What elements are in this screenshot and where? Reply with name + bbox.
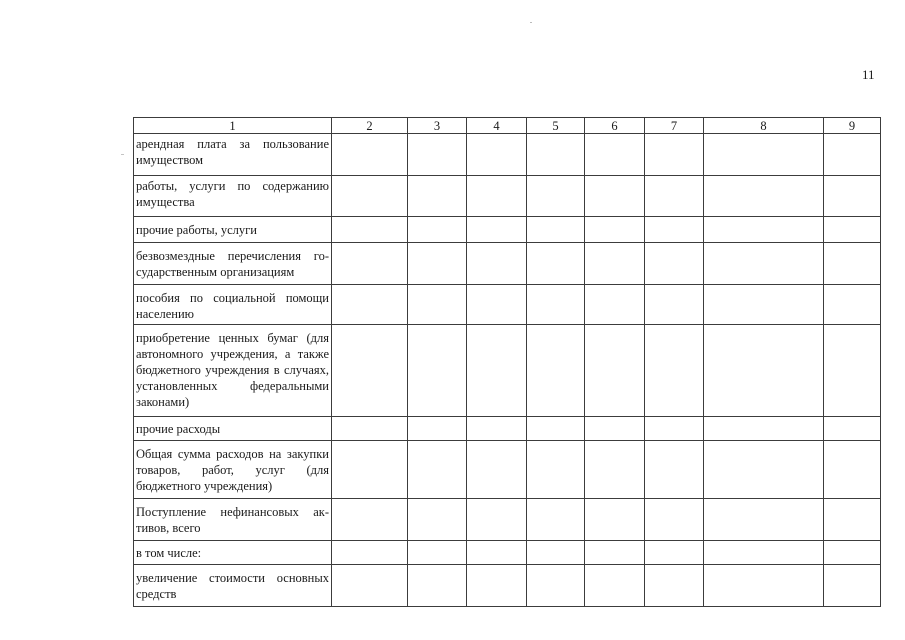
row-label: Поступление нефинансовых активов, всего [134, 499, 332, 541]
scan-speck [530, 22, 532, 23]
table-cell [332, 499, 408, 541]
table-cell [645, 134, 704, 176]
table-cell [527, 176, 585, 217]
table-cell [585, 285, 645, 325]
table-cell [527, 565, 585, 607]
financial-plan-table [133, 117, 881, 607]
column-header: 5 [527, 118, 585, 134]
table-cell [824, 499, 881, 541]
table-row [134, 176, 881, 217]
table-row [134, 417, 881, 441]
table-cell [585, 243, 645, 285]
table-cell [527, 285, 585, 325]
table-cell [645, 176, 704, 217]
table-cell [585, 134, 645, 176]
table-cell [704, 565, 824, 607]
table-cell [704, 285, 824, 325]
table-cell [527, 499, 585, 541]
table-cell [408, 565, 467, 607]
table-cell [332, 243, 408, 285]
table-cell [824, 134, 881, 176]
table-cell [332, 176, 408, 217]
page-number: 11 [862, 67, 875, 82]
table-cell [704, 441, 824, 499]
table-cell [645, 217, 704, 243]
table-cell [467, 243, 527, 285]
table-cell [332, 441, 408, 499]
table-cell [408, 243, 467, 285]
table-cell [645, 565, 704, 607]
table-cell [467, 176, 527, 217]
row-label: прочие расходы [134, 417, 332, 441]
table-cell [585, 441, 645, 499]
column-header: 2 [332, 118, 408, 134]
column-header: 7 [645, 118, 704, 134]
row-label: увеличение стоимости основных средств [134, 565, 332, 607]
row-label: прочие работы, услуги [134, 217, 332, 243]
table-cell [408, 217, 467, 243]
row-label: Общая сумма расходов на закупки товаров, работ, услуг (для бюджетного учреждения) [134, 441, 332, 499]
table-cell [527, 541, 585, 565]
table-cell [585, 417, 645, 441]
table-cell [408, 176, 467, 217]
table-cell [408, 134, 467, 176]
table-cell [467, 499, 527, 541]
table-cell [527, 325, 585, 417]
table-cell [704, 176, 824, 217]
table-row [134, 325, 881, 417]
table-cell [704, 499, 824, 541]
table-row [134, 285, 881, 325]
table-cell [585, 541, 645, 565]
table-cell [408, 325, 467, 417]
table-cell [527, 417, 585, 441]
table-cell [824, 565, 881, 607]
table-cell [824, 325, 881, 417]
column-header: 1 [134, 118, 332, 134]
table-row [134, 541, 881, 565]
table-cell [704, 541, 824, 565]
table-cell [467, 417, 527, 441]
table-cell [408, 499, 467, 541]
table-cell [408, 417, 467, 441]
table-cell [332, 134, 408, 176]
table-cell [645, 325, 704, 417]
table-cell [527, 217, 585, 243]
table-cell [527, 441, 585, 499]
table-cell [408, 541, 467, 565]
table-cell [332, 217, 408, 243]
table-row [134, 441, 881, 499]
row-label: пособия по социальной помощи населению [134, 285, 332, 325]
table-cell [824, 243, 881, 285]
table-cell [645, 243, 704, 285]
column-header: 6 [585, 118, 645, 134]
table-cell [585, 325, 645, 417]
table-cell [704, 243, 824, 285]
table-cell [704, 134, 824, 176]
table-cell [527, 243, 585, 285]
table-cell [408, 441, 467, 499]
row-label: арендная плата за пользование имуществом [134, 134, 332, 176]
table-cell [585, 565, 645, 607]
column-header: 8 [704, 118, 824, 134]
table-cell [585, 176, 645, 217]
table-cell [704, 217, 824, 243]
table-cell [467, 565, 527, 607]
table-cell [332, 541, 408, 565]
table-header-row [134, 118, 881, 134]
table-cell [527, 134, 585, 176]
table-cell [332, 417, 408, 441]
table-cell [824, 541, 881, 565]
table-row [134, 134, 881, 176]
table-cell [585, 217, 645, 243]
table-cell [824, 285, 881, 325]
table-cell [467, 325, 527, 417]
table-cell [645, 441, 704, 499]
table-cell [467, 134, 527, 176]
column-header: 3 [408, 118, 467, 134]
table-cell [704, 325, 824, 417]
table-cell [645, 541, 704, 565]
table-cell [704, 417, 824, 441]
scan-speck [121, 154, 124, 155]
row-label: работы, услуги по содержанию имущества [134, 176, 332, 217]
row-label: в том числе: [134, 541, 332, 565]
table-row [134, 217, 881, 243]
table-row [134, 565, 881, 607]
row-label: приобретение ценных бумаг (для автономного учреждения, а также бюджетного учреждения в случаях, установленных федеральными законами) [134, 325, 332, 417]
table-cell [645, 285, 704, 325]
table-cell [408, 285, 467, 325]
table-row [134, 499, 881, 541]
table-cell [467, 541, 527, 565]
table-cell [332, 285, 408, 325]
column-header: 9 [824, 118, 881, 134]
table-row [134, 243, 881, 285]
table-cell [645, 417, 704, 441]
table-cell [824, 217, 881, 243]
table-cell [824, 441, 881, 499]
table-cell [467, 285, 527, 325]
table-cell [467, 441, 527, 499]
row-label: безвозмездные перечисления государственным организациям [134, 243, 332, 285]
table-cell [332, 325, 408, 417]
column-header: 4 [467, 118, 527, 134]
table-cell [585, 499, 645, 541]
table-cell [645, 499, 704, 541]
table-cell [824, 176, 881, 217]
table-cell [332, 565, 408, 607]
table-cell [467, 217, 527, 243]
table-cell [824, 417, 881, 441]
